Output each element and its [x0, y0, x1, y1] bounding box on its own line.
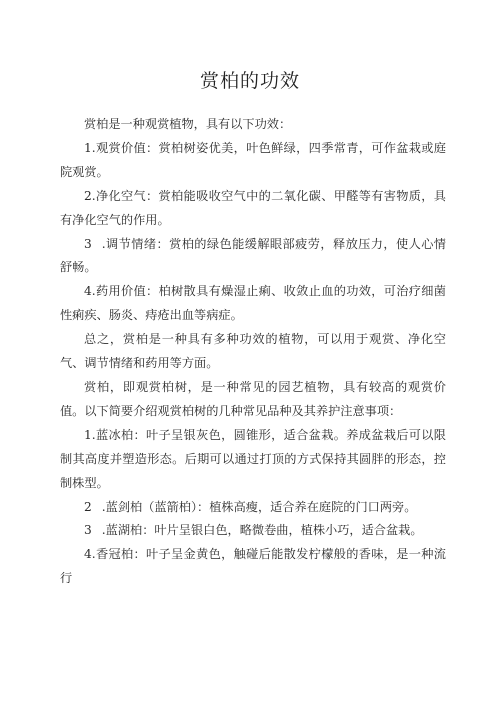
- document-body: [60, 113, 446, 591]
- list-item-number: 2: [84, 499, 92, 514]
- list-item-number: 1: [84, 140, 92, 155]
- list-item-number: 3: [84, 236, 92, 251]
- list-item: [60, 137, 446, 185]
- list-item-text: .药用价值：柏树散具有燥湿止痢、收敛止血的功效，可治疗细菌性痢疾、肠炎、痔疮出血等病症。: [60, 284, 446, 323]
- list-item: [60, 233, 446, 281]
- list-item-number: 4: [84, 284, 92, 299]
- list-item-text: .蓝剑柏（蓝箭柏）：植株高瘦，适合养在庭院的门口两旁。: [101, 499, 417, 514]
- list-item-text: .香冠柏：叶子呈金黄色，触碰后能散发柠檬般的香味，是一种流行: [60, 547, 446, 586]
- document-title: 赏柏的功效: [199, 70, 300, 92]
- paragraph-text: 总之，赏柏是一种具有多种功效的植物，可以用于观赏、净化空气、调节情绪和药用等方面。: [60, 332, 446, 371]
- list-item: [60, 543, 446, 591]
- list-item: [60, 496, 446, 520]
- list-item-text: .净化空气：赏柏能吸收空气中的二氧化碳、甲醛等有害物质，具有净化空气的作用。: [60, 188, 446, 227]
- list-item-number: 2: [84, 188, 92, 203]
- paragraph-text: 赏柏，即观赏柏树，是一种常见的园艺植物，具有较高的观赏价值。以下简要介绍观赏柏树的几种常见品种及其养护注意事项：: [60, 379, 446, 418]
- list-item-number: 4: [84, 547, 92, 562]
- paragraph-text: 赏柏是一种观赏植物，具有以下功效：: [84, 117, 292, 131]
- list-item: [60, 185, 446, 233]
- list-item: [60, 519, 446, 543]
- list-item-number: 1: [84, 427, 92, 442]
- paragraph-intro: [60, 113, 446, 137]
- list-item-text: .观赏价值：赏柏树姿优美，叶色鲜绿，四季常青，可作盆栽或庭院观赏。: [60, 140, 446, 179]
- list-item: [60, 424, 446, 496]
- list-item: [60, 280, 446, 328]
- list-item-number: 3: [84, 523, 92, 538]
- list-item-text: .蓝冰柏：叶子呈银灰色，圆锥形，适合盆栽。养成盆栽后可以限制其高度并塑造形态。后期可以通过打顶的方式保持其圆胖的形态，控制株型。: [60, 427, 446, 490]
- paragraph-summary: [60, 328, 446, 376]
- paragraph-intro-varieties: [60, 376, 446, 424]
- list-item-text: .蓝湖柏：叶片呈银白色，略微卷曲，植株小巧，适合盆栽。: [101, 523, 423, 538]
- list-item-text: .调节情绪：赏柏的绿色能缓解眼部疲劳，释放压力，使人心情舒畅。: [60, 236, 446, 275]
